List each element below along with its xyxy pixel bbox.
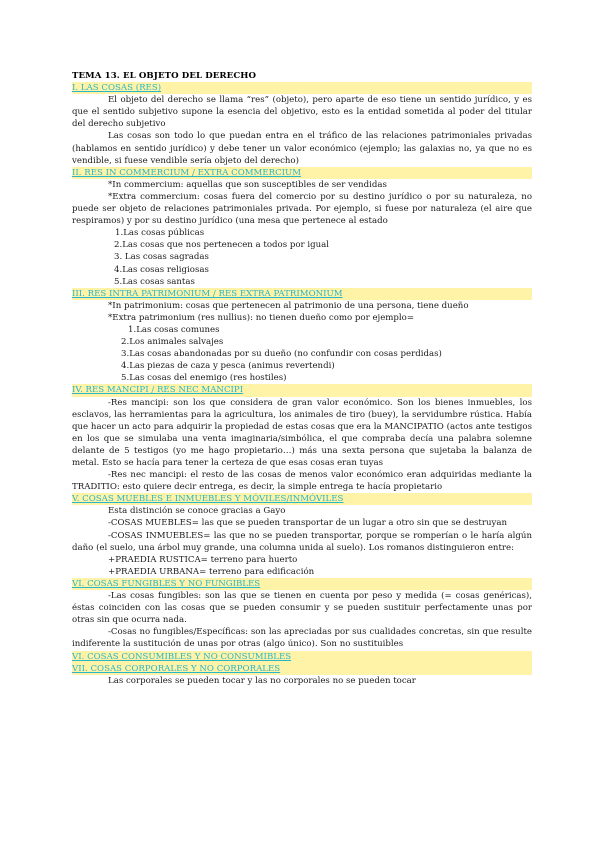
- list-item: 4.Las cosas religiosas: [114, 264, 209, 275]
- paragraph: -COSAS MUEBLES= las que se pueden transportar de un lugar a otro sin que se destruyan: [108, 518, 508, 529]
- list-item: 4.Las piezas de caza y pesca (animus revertendi): [121, 361, 335, 372]
- list-item: +PRAEDIA URBANA= terreno para edificación: [108, 566, 315, 577]
- list-item: 1.Las cosas comunes: [128, 324, 220, 335]
- section-heading-commercium: II. RES IN COMMERCIUM / EXTRA COMMERCIUM: [72, 167, 532, 179]
- document-page: [72, 70, 532, 687]
- paragraph: -Cosas no fungibles/Específicas: son las apreciadas por sus cualidades concretas, sin que resulte indiferente la sustitución de unas por otras (algo único). Son no sustituibles: [72, 627, 532, 650]
- list-item: 1.Las cosas públicas: [115, 228, 205, 239]
- list-item: 3.Las cosas abandonadas por su dueño (no confundir con cosas perdidas): [121, 349, 442, 360]
- section-heading-res: I. LAS COSAS (RES): [72, 82, 532, 94]
- section-heading-consumibles: VI. COSAS CONSUMIBLES Y NO CONSUMIBLES: [72, 651, 532, 663]
- list-item: 2.Las cosas que nos pertenecen a todos por igual: [114, 240, 330, 251]
- paragraph: *Extra patrimonium (res nullius): no tienen dueño como por ejemplo=: [108, 312, 415, 323]
- paragraph: -Res mancipi: son los que considera de gran valor económico. Son los bienes inmuebles, los esclavos, las herramientas para la agricultura, los animales de tiro (buey), la servidumbre rústica. Había que hacer un acto para adquirir la propiedad de estas cosas que era la MANCIPATIO (actos ante testigos en los que se simulaba una venta imaginaria/simbólica, el que compraba decía una palabra solemne delante de 5 testigos (yo me hago propietario…) más una sexta persona que sujetaba la balanza de metal. Esto se hacía para tener la certeza de que esas cosas eran tuyas: [72, 397, 532, 468]
- list-item: 3. Las cosas sagradas: [114, 252, 209, 263]
- list-item: 2.Los animales salvajes: [121, 337, 224, 348]
- document-title: TEMA 13. EL OBJETO DEL DERECHO: [72, 71, 257, 81]
- paragraph: -Las cosas fungibles: son las que se tienen en cuenta por peso y medida (= cosas genéricas), éstas coinciden con las cosas que se pueden consumir y se pueden sustituir perfectamente unas por otras sin que ocurra nada.: [72, 591, 532, 626]
- paragraph: *Extra commercium: cosas fuera del comercio por su destino jurídico o por su naturaleza, no puede ser objeto de relaciones patrimoniales privada. Por ejemplo, si fuese por naturaleza (el aire que respiramos) y por su destino jurídico (una mesa que pertenece al estado: [72, 191, 532, 227]
- section-heading-patrimonium: III. RES INTRA PATRIMONIUM / RES EXTRA PATRIMONIUM: [72, 288, 532, 300]
- paragraph: Esta distinción se conoce gracias a Gayo: [108, 506, 286, 517]
- paragraph: *In patrimonium: cosas que pertenecen al patrimonio de una persona, tiene dueño: [108, 300, 469, 311]
- section-heading-muebles: V. COSAS MUEBLES E INMUEBLES Y MÓVILES/INMÓVILES: [72, 493, 532, 505]
- section-heading-mancipi: IV. RES MANCIPI / RES NEC MANCIPI: [72, 384, 532, 396]
- paragraph: El objeto del derecho se llama “res” (objeto), pero aparte de eso tiene un sentido jurídico, y es que el sentido subjetivo supone la esencia del objetivo, esto es la entidad sometida al poder del titular del derecho subjetivo: [72, 95, 532, 130]
- paragraph: -COSAS INMUEBLES= las que no se pueden transportar, porque se romperían o le haría algún daño (el suelo, una árbol muy grande, una columna unida al suelo). Los romanos distinguieron entre:: [72, 530, 532, 553]
- paragraph: -Res nec mancipi: el resto de las cosas de menos valor económico eran adquiridas mediante la TRADITIO: esto quiere decir entrega, es decir, la simple entrega te hacía propietario: [72, 470, 532, 493]
- list-item: 5.Las cosas del enemigo (res hostiles): [121, 373, 287, 384]
- section-heading-fungibles: VI. COSAS FUNGIBLES Y NO FUNGIBLES: [72, 578, 532, 590]
- paragraph: *In commercium: aquellas que son susceptibles de ser vendidas: [108, 179, 387, 190]
- section-heading-corporales: VII. COSAS CORPORALES Y NO CORPORALES: [72, 663, 532, 675]
- list-item: +PRAEDIA RUSTICA= terreno para huerto: [108, 554, 298, 565]
- list-item: 5.Las cosas santas: [114, 276, 195, 287]
- paragraph: Las cosas son todo lo que puedan entra en el tráfico de las relaciones patrimoniales privadas (hablamos en sentido jurídico) y debe tener un valor económico (ejemplo; las galaxias no, ya que no es vendible, si fuese vendible sería objeto del derecho): [72, 131, 532, 166]
- paragraph: Las corporales se pueden tocar y las no corporales no se pueden tocar: [108, 675, 416, 686]
